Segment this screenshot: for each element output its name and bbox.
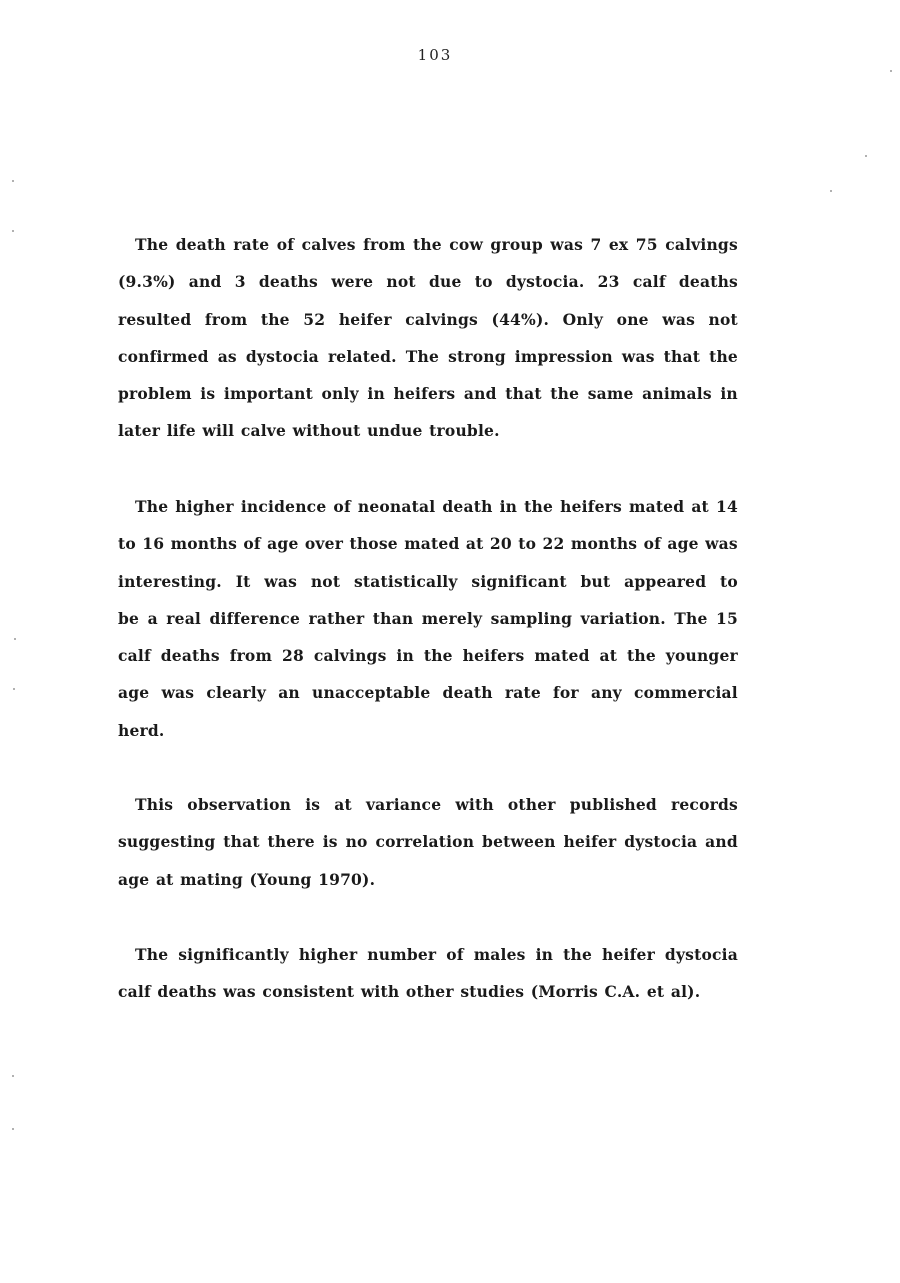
text-line: herd. xyxy=(118,720,165,740)
paragraph-1 xyxy=(118,226,738,450)
text-line: This observation is at variance with other published records xyxy=(135,795,738,814)
text-line: (9.3%) and 3 deaths were not due to dystocia. 23 calf deaths xyxy=(118,272,738,292)
scan-speck xyxy=(13,688,15,690)
text-line: calf deaths was consistent with other studies (Morris C.A. et al). xyxy=(118,982,701,1002)
page-number: 103 xyxy=(417,46,453,64)
scan-speck xyxy=(890,70,892,72)
text-line: interesting. It was not statistically significant but appeared to xyxy=(118,571,738,591)
text-line: calf deaths from 28 calvings in the heifers mated at the younger xyxy=(118,646,738,666)
text-line: later life will calve without undue trouble. xyxy=(118,421,500,441)
text-line: to 16 months of age over those mated at 20 to 22 months of age was xyxy=(118,534,738,554)
text-line: problem is important only in heifers and that the same animals in xyxy=(118,384,738,404)
scan-speck xyxy=(12,1075,14,1077)
scan-speck xyxy=(12,1128,14,1130)
text-line: be a real difference rather than merely sampling variation. The 15 xyxy=(118,608,738,628)
text-line: The death rate of calves from the cow group was 7 ex 75 calvings xyxy=(135,235,738,254)
paragraph-4 xyxy=(118,936,738,1011)
text-line: age was clearly an unacceptable death rate for any commercial xyxy=(118,683,738,703)
text-line: The significantly higher number of males in the heifer dystocia xyxy=(135,945,738,964)
text-line: The higher incidence of neonatal death in the heifers mated at 14 xyxy=(135,497,738,516)
text-line: age at mating (Young 1970). xyxy=(118,869,376,889)
scan-speck xyxy=(865,155,867,157)
scan-speck xyxy=(14,638,16,640)
text-line: confirmed as dystocia related. The strong impression was that the xyxy=(118,346,738,366)
scan-speck xyxy=(830,190,832,192)
scan-speck xyxy=(12,230,14,232)
paragraph-2 xyxy=(118,488,738,749)
scan-speck xyxy=(12,180,14,182)
text-line: suggesting that there is no correlation between heifer dystocia and xyxy=(118,832,738,852)
text-line: resulted from the 52 heifer calvings (44%). Only one was not xyxy=(118,309,738,329)
paragraph-3 xyxy=(118,786,738,898)
